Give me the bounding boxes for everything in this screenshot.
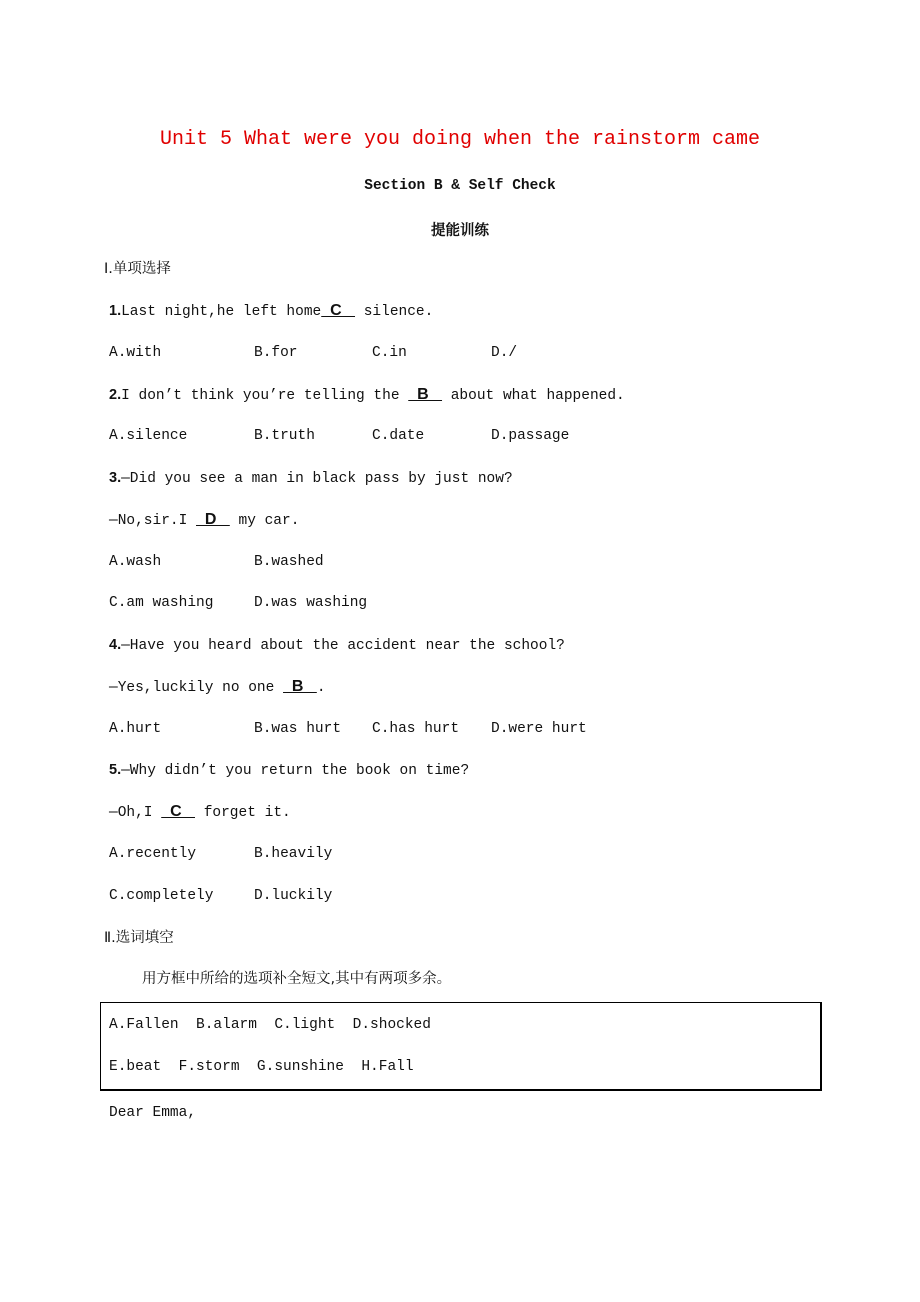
answer-option: A.hurt [109, 720, 162, 737]
question-text: —Oh,I [109, 805, 162, 821]
question-text: —Did you see a man in black pass by just now? [121, 471, 513, 487]
question-text: forget it. [195, 805, 291, 821]
answer-blank: C [161, 803, 195, 820]
letter-greeting: Dear Emma, [109, 1105, 197, 1121]
answer-option: D.luckily [254, 887, 333, 904]
question-line [109, 302, 433, 321]
question-text: —Why didn’t you return the book on time? [121, 763, 470, 780]
page-title: Unit 5 What were you doing when the rainstorm came [159, 128, 761, 151]
question-line [109, 386, 625, 405]
part2-instruction: 用方框中所给的选项补全短文,其中有两项多余。 [142, 971, 452, 987]
answer-option: A.with [109, 344, 162, 361]
answer-option: D.was washing [254, 595, 368, 612]
question-line [109, 469, 513, 488]
answer-option: C.date [372, 428, 425, 445]
answer-option: D.were hurt [491, 720, 587, 737]
answer-option: A.recently [109, 845, 197, 862]
question-line [109, 761, 469, 780]
answer-option: C.completely [109, 887, 214, 904]
answer-option: B.truth [254, 428, 315, 445]
question-text: . [316, 679, 326, 696]
answer-blank: C [321, 302, 356, 319]
question-number: 1. [109, 303, 122, 319]
question-text: I don’t think you’re telling the [121, 387, 409, 404]
question-number: 3. [109, 470, 122, 486]
question-number: 5. [109, 762, 122, 779]
answer-blank: B [408, 385, 443, 403]
question-text: —Have you heard about the accident near the school? [121, 638, 565, 654]
answer-option: D./ [491, 344, 518, 361]
subtitle: 提能训练 [431, 223, 489, 239]
answer-option: B.washed [254, 553, 324, 570]
answer-blank: D [196, 510, 230, 528]
question-text: —No,sir.I [109, 512, 197, 529]
answer-option: D.passage [491, 428, 570, 445]
question-text: Last night,he left home [121, 304, 322, 320]
question-line [109, 803, 291, 822]
question-number: 2. [109, 386, 122, 403]
answer-option: B.was hurt [254, 720, 342, 737]
word-box-line: A.Fallen B.alarm C.light D.shocked [109, 1017, 431, 1033]
question-line [109, 511, 299, 530]
question-text: my car. [229, 512, 300, 529]
question-number: 4. [109, 637, 122, 653]
question-text: about what happened. [442, 387, 625, 404]
question-line [109, 678, 326, 697]
answer-option: C.in [372, 344, 407, 361]
question-line [109, 636, 565, 655]
question-text: —Yes,luckily no one [109, 679, 284, 696]
answer-option: B.for [254, 344, 298, 361]
part1-heading: Ⅰ.单项选择 [104, 261, 171, 277]
question-text: silence. [355, 304, 434, 320]
answer-option: A.silence [109, 428, 188, 445]
answer-option: B.heavily [254, 845, 333, 862]
word-box-line: E.beat F.storm G.sunshine H.Fall [109, 1059, 414, 1075]
answer-blank: B [283, 677, 317, 695]
section-title: Section B & Self Check [364, 178, 556, 194]
answer-option: A.wash [109, 553, 162, 570]
part2-heading: Ⅱ.选词填空 [104, 930, 174, 946]
answer-option: C.has hurt [372, 720, 460, 737]
answer-option: C.am washing [109, 595, 214, 612]
